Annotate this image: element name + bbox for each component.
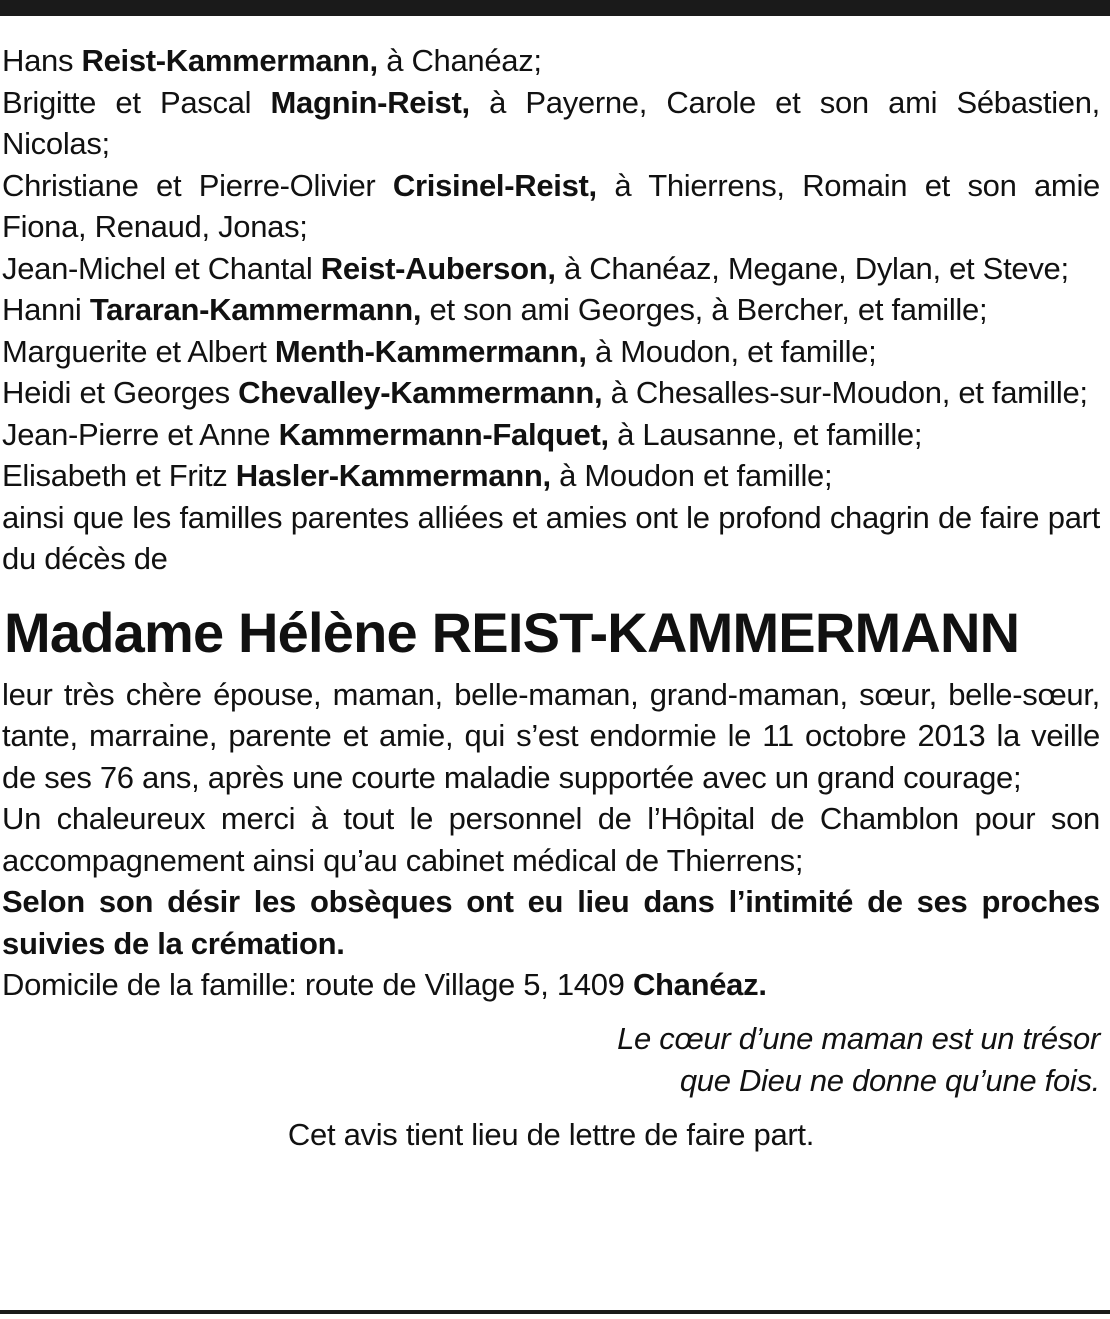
entry-prefix: Marguerite et Albert: [2, 333, 275, 369]
entry-prefix: Hanni: [2, 292, 90, 327]
obituary-notice: [2, 40, 1100, 1156]
family-surname: Tararan-Kammermann,: [89, 292, 422, 327]
top-rule: [0, 0, 1110, 16]
family-entry: [2, 455, 1100, 497]
entry-prefix: Hans: [2, 43, 82, 78]
family-surname: Crisinel-Reist,: [392, 167, 597, 203]
family-surname: Reist-Kammermann,: [81, 43, 378, 78]
family-entry: [2, 40, 1100, 82]
family-entry: [2, 414, 1100, 456]
entry-suffix: à Payerne, Carole et son ami Sébastien, Nicolas;: [2, 84, 1100, 161]
family-surname: Menth-Kammermann,: [274, 333, 587, 369]
family-entry: [2, 82, 1100, 165]
family-entry: [2, 165, 1100, 248]
quote: [2, 1018, 1100, 1102]
quote-line-2: que Dieu ne donne qu’une fois.: [679, 1062, 1100, 1098]
entry-suffix: à Moudon et famille;: [550, 458, 833, 493]
family-list: [2, 40, 1100, 580]
entry-prefix: Elisabeth et Fritz: [2, 458, 236, 493]
family-surname: Reist-Auberson,: [320, 250, 556, 286]
entry-prefix: Jean-Pierre et Anne: [2, 416, 279, 452]
entry-suffix: à Moudon, et famille;: [586, 333, 877, 369]
family-surname: Kammermann-Falquet,: [278, 416, 609, 452]
entry-prefix: Christiane et Pierre-Olivier: [2, 167, 393, 203]
entry-suffix: à Thierrens, Romain et son amie Fiona, Renaud, Jonas;: [2, 167, 1100, 244]
family-surname: Hasler-Kammermann,: [235, 458, 551, 493]
entry-suffix: à Chanéaz;: [377, 43, 542, 78]
thanks-text: Un chaleureux merci à tout le personnel de l’Hôpital de Chamblon pour son accompagnement ainsi qu’au cabinet médical de Thierrens;: [2, 801, 1100, 878]
closing-note: Cet avis tient lieu de lettre de faire part.: [287, 1116, 815, 1152]
entry-prefix: Brigitte et Pascal: [2, 84, 271, 120]
entry-suffix: à Chanéaz, Megane, Dylan, et Steve;: [555, 250, 1069, 286]
domicile-line: [2, 964, 1100, 1006]
family-entry: [2, 289, 1100, 331]
entry-suffix: à Lausanne, et famille;: [608, 416, 923, 452]
description-text: leur très chère épouse, maman, belle-maman, grand-maman, sœur, belle-sœur, tante, marraine, parente et amie, qui s’est endormie le 11 octobre 2013 la veille de ses 76 ans, après une courte maladie supportée avec un grand courage;: [2, 676, 1100, 795]
entry-prefix: Heidi et Georges: [2, 375, 239, 410]
entry-suffix: et son ami Georges, à Bercher, et famille;: [421, 292, 988, 327]
family-entry: [2, 372, 1100, 414]
deceased-name: Madame Hélène REIST-KAMMERMANN: [4, 600, 1020, 664]
entry-prefix: Jean-Michel et Chantal: [2, 250, 321, 286]
family-surname: Magnin-Reist,: [270, 84, 470, 120]
quote-line-1: Le cœur d’une maman est un trésor: [617, 1020, 1100, 1056]
family-surname: Chevalley-Kammermann,: [238, 375, 603, 410]
notice-body: [2, 674, 1100, 1006]
entry-suffix: à Chesalles-sur-Moudon, et famille;: [602, 375, 1088, 410]
funeral-text: Selon son désir les obsèques ont eu lieu dans l’intimité de ses proches suivies de la crémation.: [2, 884, 1100, 961]
announcement-text: ainsi que les familles parentes alliées et amies ont le profond chagrin de faire part du décès de: [2, 499, 1100, 576]
domicile-address: Domicile de la famille: route de Village 5, 1409: [2, 967, 633, 1002]
domicile-place: Chanéaz.: [632, 967, 767, 1002]
family-entry: [2, 248, 1100, 290]
bottom-rule: [0, 1310, 1110, 1314]
family-entry: [2, 331, 1100, 373]
